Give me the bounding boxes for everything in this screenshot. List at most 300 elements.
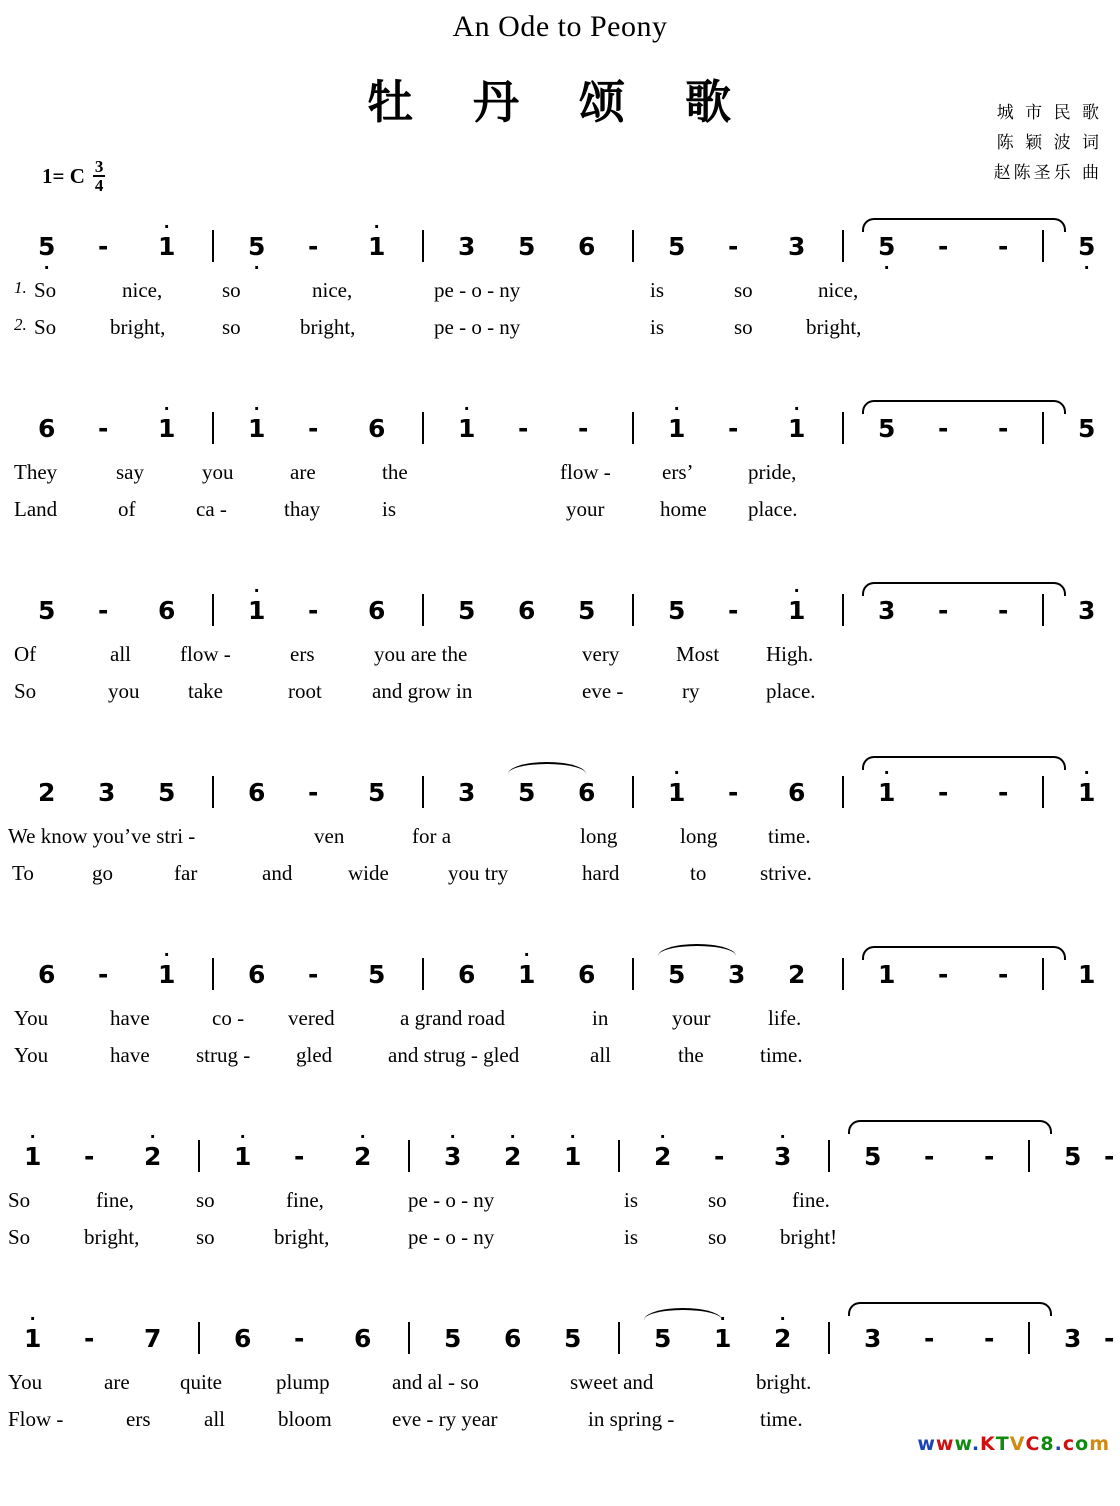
lyric-word: so [734,315,753,339]
note-row [0,1127,1120,1188]
time-signature-numerator: 3 [94,157,104,176]
note-number: 2 · [144,1127,162,1171]
lyric-word: So [34,278,57,302]
lyric-row [0,497,1120,534]
barline [1042,230,1044,262]
note-number: 6 [518,596,536,625]
lyric-word: bright, [110,315,166,339]
barline [842,230,844,262]
note-number: 3 [1078,596,1096,625]
key-label: 1= C [42,163,85,188]
note-number: 1 · [788,581,806,625]
barline [842,594,844,626]
barline [212,776,214,808]
lyric-word: fine, [286,1188,324,1212]
lyric-word: so [196,1225,215,1249]
note-number: 5 [578,596,596,625]
note-number: 5 [458,596,476,625]
lyric-word: hard [582,861,620,885]
lyric-word: strug - [196,1043,251,1067]
note-dash: - [998,960,1009,989]
note-number: 1 · [24,1309,42,1353]
note-number: 3 [878,596,896,625]
lyric-word: you [202,460,234,484]
note-number: 6 [248,960,266,989]
note-number: 1 · [518,945,536,989]
note-number: 1 · [234,1127,252,1171]
note-number: 5 [368,960,386,989]
lyric-word: your [672,1006,711,1030]
barline [212,594,214,626]
lyric-word: nice, [818,278,859,302]
verse-number: 1. [14,278,27,297]
barline [828,1140,830,1172]
lyric-word: in [592,1006,609,1030]
page-title-english: An Ode to Peony [452,10,668,43]
barline [422,412,424,444]
note-row [0,1309,1120,1370]
note-number: 5 [1064,1142,1082,1171]
note-row [0,581,1120,642]
barline [1042,776,1044,808]
note-number: 1 · [24,1127,42,1171]
note-dash: - [294,1142,305,1171]
note-number: 5 [518,232,536,261]
lyric-word: of [118,497,136,521]
lyric-word: in spring - [588,1407,675,1431]
note-number: 1 · [248,581,266,625]
page-title-chinese: 牡 丹 颂 歌 [366,75,754,129]
note-dash: - [938,414,949,443]
lyric-word: to [690,861,707,885]
note-row [0,217,1120,278]
credits [994,98,1102,188]
tie-bracket [862,400,1066,414]
lyric-row [0,315,1120,352]
note-number: 3 [864,1324,882,1353]
lyric-word: They [14,460,58,484]
lyric-word: bright, [84,1225,140,1249]
note-number: 3 [458,232,476,261]
barline [422,230,424,262]
lyric-word: High. [766,642,814,666]
lyric-word: you try [448,861,509,885]
barline [842,958,844,990]
lyric-word: is [650,315,665,339]
note-number: 2 · [504,1127,522,1171]
note-number: 7 [144,1324,162,1353]
lyric-word: plump [276,1370,330,1394]
note-dash: - [984,1142,995,1171]
note-dash: - [84,1142,95,1171]
note-number: 5 [654,1324,672,1353]
barline [212,230,214,262]
lyric-word: flow - [180,642,231,666]
lyric-word: root [288,679,322,703]
lyric-row [0,1043,1120,1080]
tie-bracket [862,756,1066,770]
lyric-row [0,642,1120,679]
barline [632,594,634,626]
lyric-word: a grand road [400,1006,505,1030]
note-number: 2 · [354,1127,372,1171]
lyric-row [0,278,1120,315]
verse-number: 2. [14,315,27,334]
key-signature [42,158,105,194]
barline [1028,1322,1030,1354]
lyric-word: bright, [274,1225,330,1249]
note-number: 6 [578,960,596,989]
lyric-row [0,679,1120,716]
note-dash: - [84,1324,95,1353]
note-number: 6 [248,778,266,807]
note-dash: - [728,414,739,443]
barline [422,958,424,990]
note-number: 6 [234,1324,252,1353]
tie-bracket [862,218,1066,232]
note-number: 3 [1064,1324,1082,1353]
note-number: 3 · [774,1127,792,1171]
lyric-word: pe - o - ny [408,1225,495,1249]
note-number: 1 · [788,399,806,443]
lyric-word: eve - ry year [392,1407,498,1431]
note-dash: - [1104,1142,1115,1171]
note-number: 2 · [774,1309,792,1353]
note-number: 5 [668,596,686,625]
note-number: 5 · [38,232,56,277]
lyric-row [0,824,1120,861]
note-dash: - [728,232,739,261]
note-dash: - [984,1324,995,1353]
note-number: 1 · [1078,763,1096,807]
note-number: 5 [368,778,386,807]
lyric-word: thay [284,497,321,521]
note-dash: - [98,414,109,443]
lyric-word: all [110,642,131,666]
music-system [0,1127,1120,1324]
lyric-word: ers’ [662,460,694,484]
note-dash: - [1104,1324,1115,1353]
lyric-word: so [708,1188,727,1212]
note-number: 6 [578,232,596,261]
lyric-word: and al - so [392,1370,479,1394]
barline [618,1140,620,1172]
lyric-word: is [624,1188,639,1212]
lyric-word: Land [14,497,58,521]
barline [212,958,214,990]
lyric-word: pride, [748,460,797,484]
note-row [0,945,1120,1006]
note-dash: - [308,232,319,261]
lyric-word: pe - o - ny [408,1188,495,1212]
lyric-word: far [174,861,198,885]
lyric-word: gled [296,1043,333,1067]
tie-bracket [862,946,1066,960]
note-number: 5 [668,232,686,261]
note-number: 6 [368,414,386,443]
note-number: 1 · [878,763,896,807]
lyric-word: are [290,460,316,484]
lyric-word: bright! [780,1225,838,1249]
time-signature [93,158,106,194]
note-dash: - [998,232,1009,261]
lyric-word: is [382,497,397,521]
lyric-word: say [116,460,144,484]
note-number: 1 · [158,945,176,989]
lyric-word: So [34,315,57,339]
lyric-word: so [708,1225,727,1249]
barline [422,776,424,808]
note-number: 3 [788,232,806,261]
lyric-word: is [650,278,665,302]
note-number: 5 · [248,232,266,277]
lyric-word: your [566,497,605,521]
lyric-word: time. [768,824,811,848]
barline [632,776,634,808]
music-system [0,1309,1120,1506]
note-number: 5 [1078,414,1096,443]
note-number: 6 [788,778,806,807]
lyric-word: ca - [196,497,227,521]
note-number: 1 · [368,217,386,261]
note-number: 6 [368,596,386,625]
lyric-word: quite [180,1370,222,1394]
note-number: 6 [504,1324,522,1353]
lyric-word: nice, [122,278,163,302]
lyric-word: so [222,315,241,339]
lyric-word: We know you’ve stri - [8,824,196,848]
note-number: 6 [158,596,176,625]
note-dash: - [938,778,949,807]
note-number: 1 · [668,399,686,443]
music-system [0,399,1120,596]
lyric-word: ers [126,1407,151,1431]
note-number: 5 [564,1324,582,1353]
barline [632,958,634,990]
note-number: 1 [878,960,896,989]
note-number: 5 [668,960,686,989]
barline [632,230,634,262]
note-number: 1 · [668,763,686,807]
lyric-word: ers [290,642,315,666]
note-number: 1 · [158,399,176,443]
note-dash: - [518,414,529,443]
note-dash: - [938,596,949,625]
note-dash: - [924,1142,935,1171]
barline [1042,412,1044,444]
credit-line-3: 赵陈圣乐 曲 [993,163,1102,183]
note-number: 1 · [458,399,476,443]
credit-line-1: 城 市 民 歌 [996,103,1102,123]
lyric-word: To [12,861,34,885]
note-dash: - [308,414,319,443]
note-dash: - [98,232,109,261]
lyric-word: Of [14,642,37,666]
lyric-word: So [8,1225,31,1249]
tie-bracket [848,1302,1052,1316]
note-dash: - [998,778,1009,807]
lyric-word: life. [768,1006,802,1030]
lyric-word: and strug - gled [388,1043,520,1067]
note-number: 3 · [444,1127,462,1171]
lyric-word: have [110,1043,150,1067]
note-dash: - [294,1324,305,1353]
lyric-row [0,1188,1120,1225]
lyric-row [0,1370,1120,1407]
note-dash: - [728,596,739,625]
lyric-word: vered [288,1006,335,1030]
note-dash: - [924,1324,935,1353]
note-number: 1 · [714,1309,732,1353]
note-number: 5 · [878,232,896,277]
lyric-word: eve - [582,679,624,703]
lyric-word: Most [676,642,720,666]
note-dash: - [728,778,739,807]
lyric-word: the [678,1043,704,1067]
barline [198,1322,200,1354]
barline [1042,958,1044,990]
lyric-row [0,861,1120,898]
lyric-word: so [734,278,753,302]
music-system [0,217,1120,414]
note-dash: - [98,960,109,989]
lyric-word: strive. [760,861,812,885]
note-row [0,399,1120,460]
barline [408,1322,410,1354]
lyric-word: You [14,1006,49,1030]
music-system [0,945,1120,1142]
note-number: 5 [38,596,56,625]
lyric-word: so [196,1188,215,1212]
note-number: 5 [158,778,176,807]
note-dash: - [938,232,949,261]
note-dash: - [578,414,589,443]
lyric-word: fine. [792,1188,830,1212]
barline [212,412,214,444]
lyric-word: is [624,1225,639,1249]
barline [632,412,634,444]
barline [618,1322,620,1354]
note-number: 3 [458,778,476,807]
lyric-word: long [680,824,718,848]
music-systems [0,217,1120,1506]
lyric-word: sweet and [570,1370,654,1394]
note-number: 5 [878,414,896,443]
barline [198,1140,200,1172]
lyric-word: have [110,1006,150,1030]
lyric-word: home [660,497,707,521]
lyric-word: place. [766,679,816,703]
lyric-word: You [8,1370,43,1394]
lyric-word: Flow - [8,1407,64,1431]
note-number: 5 [444,1324,462,1353]
note-number: 6 [578,778,596,807]
tie-bracket [848,1120,1052,1134]
time-signature-denominator: 4 [94,176,104,195]
lyric-word: co - [212,1006,245,1030]
lyric-word: bright, [300,315,356,339]
lyric-word: all [590,1043,611,1067]
barline [1028,1140,1030,1172]
credit-line-2: 陈 颖 波 词 [996,133,1102,153]
barline [842,776,844,808]
note-number: 6 [354,1324,372,1353]
lyric-word: wide [348,861,389,885]
note-number: 2 [788,960,806,989]
note-number: 1 · [564,1127,582,1171]
lyric-row [0,460,1120,497]
note-number: 6 [458,960,476,989]
barline [422,594,424,626]
note-number: 6 [38,414,56,443]
lyric-word: ry [682,679,700,703]
note-dash: - [98,596,109,625]
lyric-word: You [14,1043,49,1067]
tie-bracket [862,582,1066,596]
note-number: 3 [98,778,116,807]
barline [842,412,844,444]
note-row [0,763,1120,824]
lyric-word: bloom [278,1407,332,1431]
note-dash: - [308,596,319,625]
lyric-word: go [92,861,113,885]
lyric-word: you [108,679,140,703]
note-number: 1 · [248,399,266,443]
lyric-word: pe - o - ny [434,315,521,339]
note-number: 5 [864,1142,882,1171]
note-dash: - [714,1142,725,1171]
note-number: 6 [38,960,56,989]
lyric-word: So [14,679,37,703]
lyric-word: and grow in [372,679,473,703]
note-number: 5 · [1078,232,1096,277]
lyric-word: the [382,460,408,484]
lyric-word: so [222,278,241,302]
note-number: 5 [518,778,536,807]
watermark: www.KTVC8.com [917,1433,1110,1455]
lyric-word: for a [412,824,452,848]
note-dash: - [998,414,1009,443]
lyric-word: long [580,824,618,848]
note-dash: - [938,960,949,989]
lyric-word: bright, [806,315,862,339]
lyric-word: ven [314,824,345,848]
note-number: 2 [38,778,56,807]
barline [1042,594,1044,626]
note-dash: - [308,960,319,989]
lyric-word: and [262,861,293,885]
lyric-row [0,1225,1120,1262]
lyric-word: fine, [96,1188,134,1212]
music-system [0,763,1120,960]
music-system [0,581,1120,778]
lyric-word: you are the [374,642,468,666]
note-number: 2 · [654,1127,672,1171]
note-dash: - [308,778,319,807]
lyric-word: place. [748,497,798,521]
lyric-word: So [8,1188,31,1212]
lyric-word: nice, [312,278,353,302]
lyric-word: time. [760,1043,803,1067]
note-dash: - [998,596,1009,625]
lyric-word: pe - o - ny [434,278,521,302]
lyric-word: are [104,1370,130,1394]
lyric-word: time. [760,1407,803,1431]
note-number: 1 · [158,217,176,261]
lyric-word: flow - [560,460,611,484]
lyric-word: all [204,1407,225,1431]
barline [408,1140,410,1172]
